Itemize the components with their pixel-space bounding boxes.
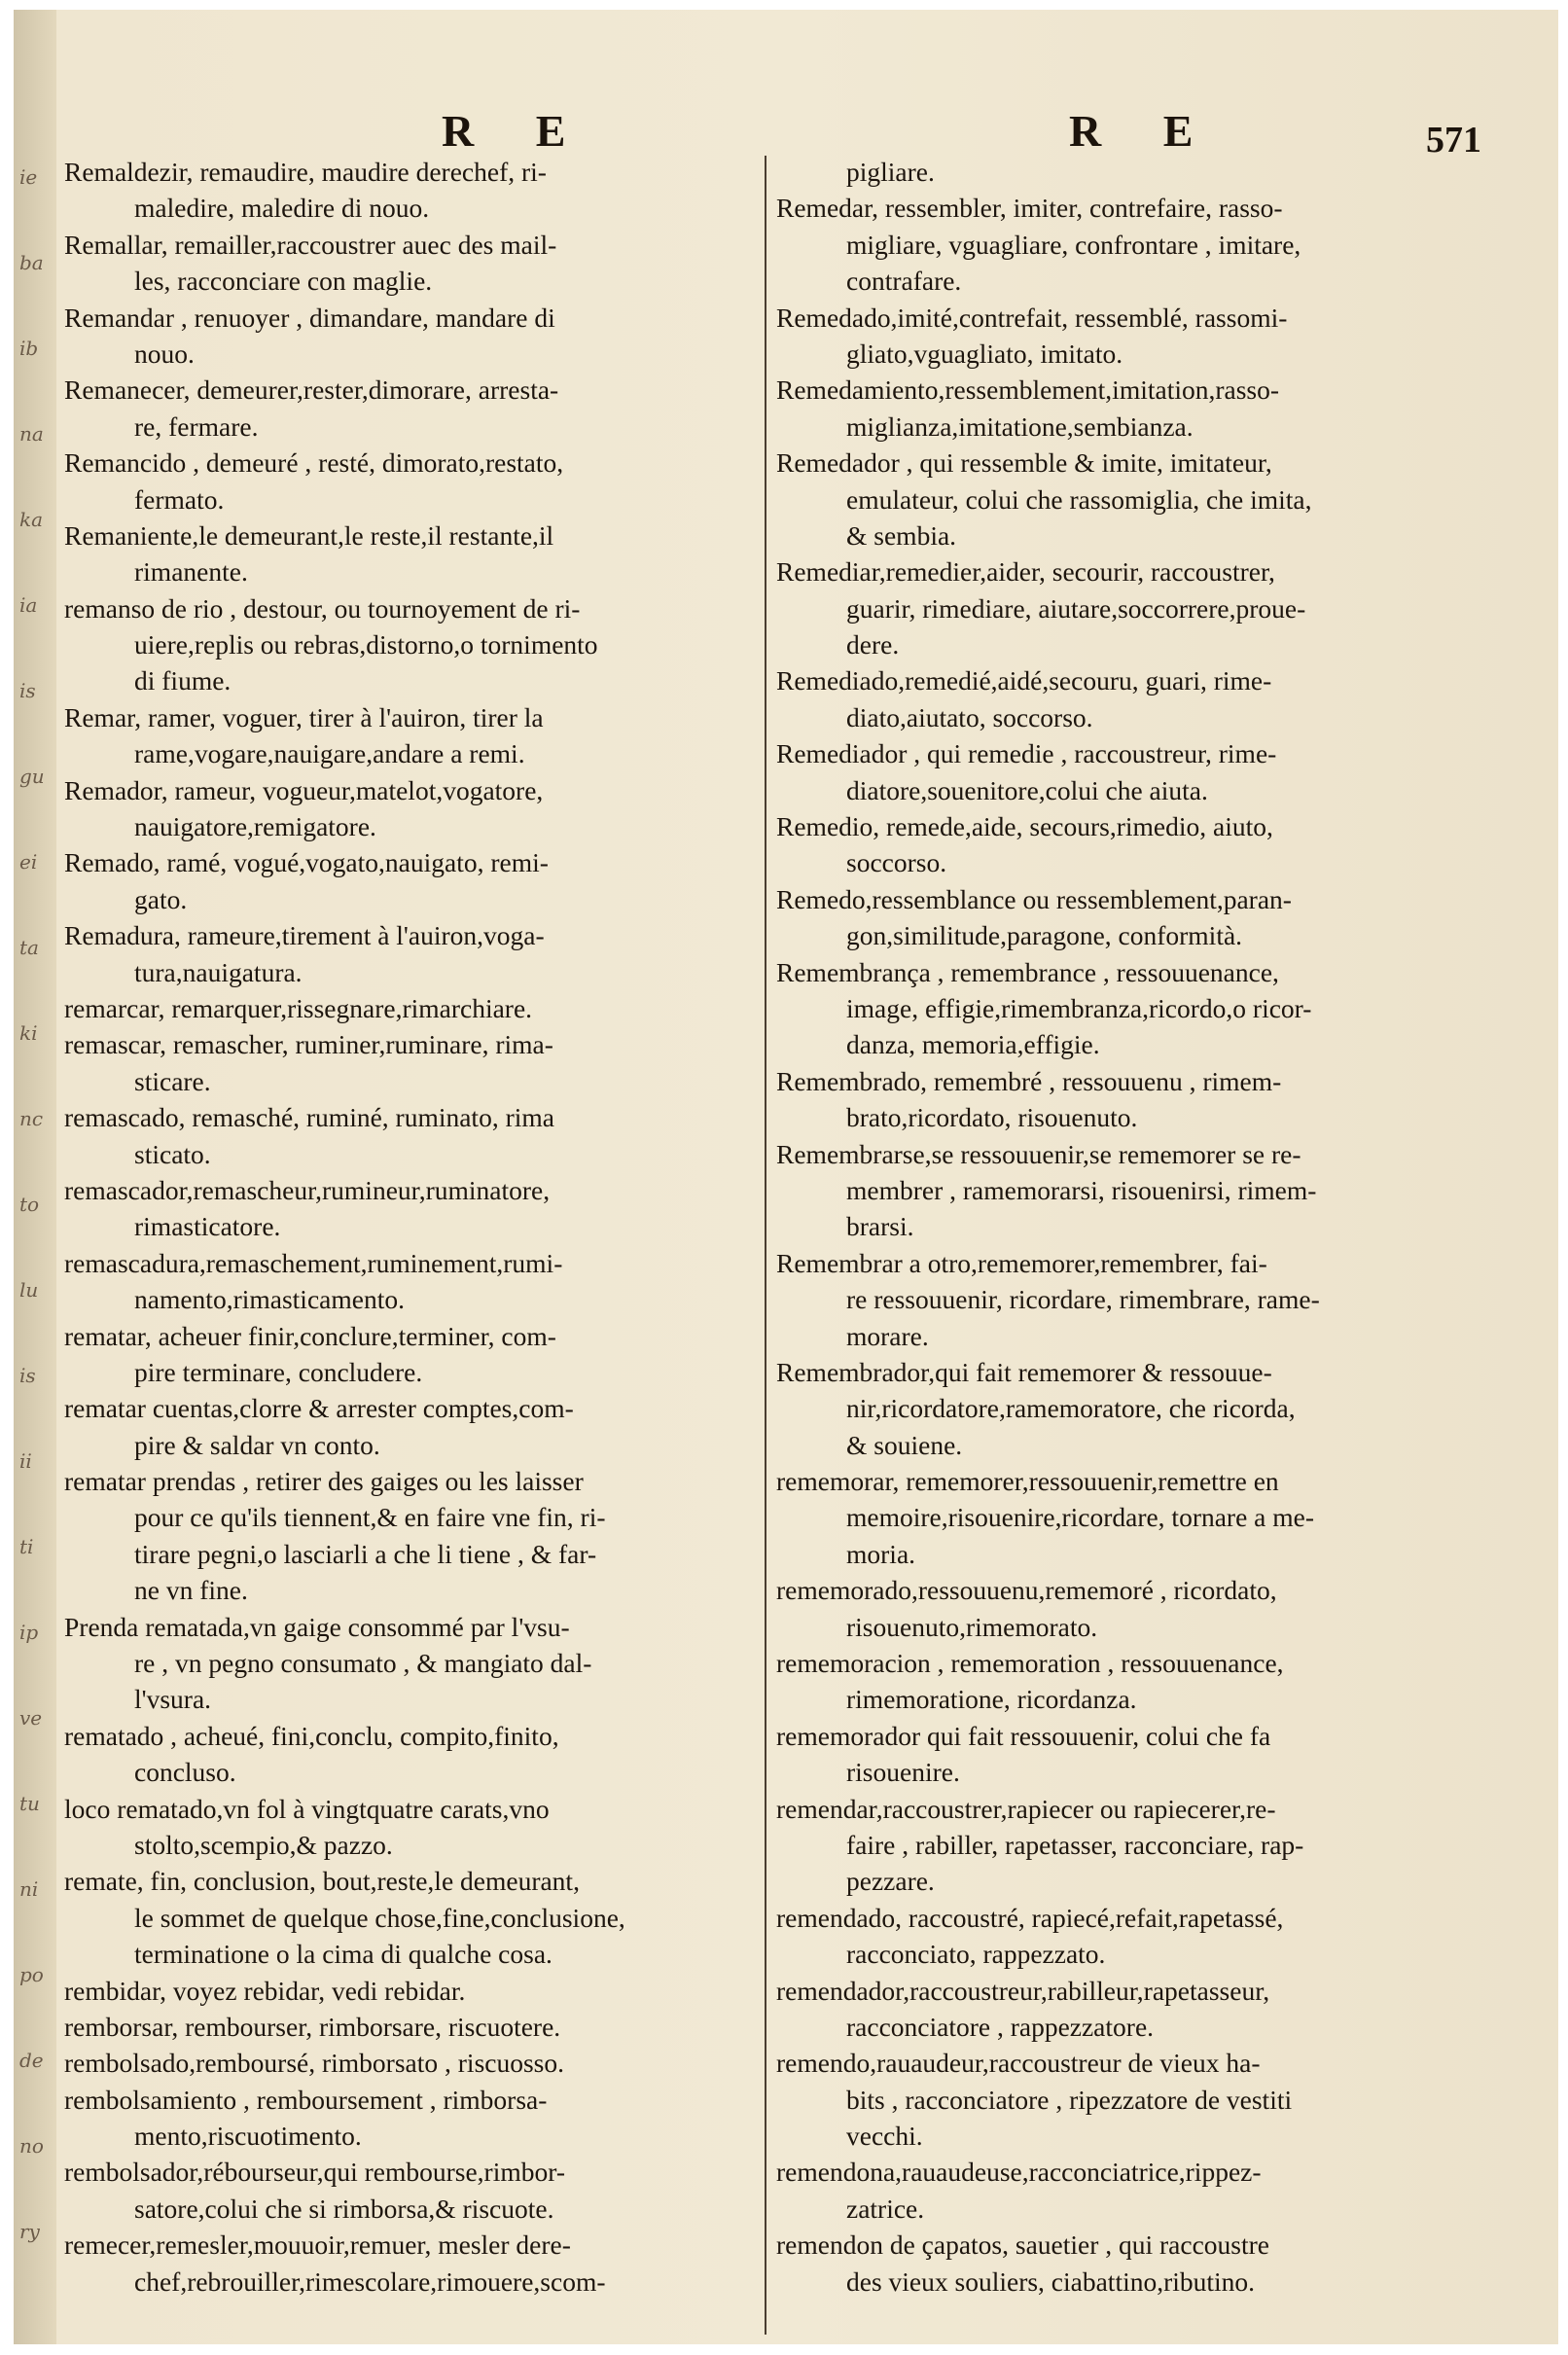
left-column-line: di fiume. xyxy=(134,665,232,696)
column-divider-rule xyxy=(765,156,766,2335)
left-column-line: namento,rimasticamento. xyxy=(134,1284,405,1315)
right-column-line: Remembrado, remembré , ressouuenu , rimem- xyxy=(776,1065,1282,1096)
left-column-line: l'vsura. xyxy=(134,1684,212,1715)
left-column-line: terminatione o la cima di qualche cosa. xyxy=(134,1939,552,1970)
right-column-line: remendado, raccoustré, rapiecé,refait,rapetassé, xyxy=(776,1902,1284,1933)
left-column-line: rematar cuentas,clorre & arrester comptes,com- xyxy=(64,1393,574,1424)
right-column-line: Remedio, remede,aide, secours,rimedio, aiuto, xyxy=(776,811,1273,842)
left-column-line: chef,rebrouiller,rimescolare,rimouere,scom- xyxy=(134,2266,606,2297)
margin-fragment: de xyxy=(19,2049,44,2072)
right-column-line: brato,ricordato, risouenuto. xyxy=(846,1102,1138,1133)
left-column-line: remascar, remascher, ruminer,ruminare, rima- xyxy=(64,1029,553,1060)
left-column-line: remate, fin, conclusion, bout,reste,le demeurant, xyxy=(64,1866,580,1897)
right-column-line: soccorso. xyxy=(846,847,947,878)
right-column-line: remendador,raccoustreur,rabilleur,rapetasseur, xyxy=(776,1975,1270,2006)
left-column-line: rematar, acheuer finir,conclure,terminer, com- xyxy=(64,1320,556,1351)
right-column-line: Remembrar a otro,rememorer,remembrer, fai- xyxy=(776,1247,1267,1278)
right-column-line: contrafare. xyxy=(846,266,962,297)
bound-margin-strip xyxy=(14,10,56,2344)
left-column-line: stolto,scempio,& pazzo. xyxy=(134,1829,393,1860)
right-column-line: dere. xyxy=(846,629,900,660)
right-column-line: remendona,rauaudeuse,racconciatrice,rippez- xyxy=(776,2157,1262,2188)
right-column-line: vecchi. xyxy=(846,2121,923,2152)
right-column-line: morare. xyxy=(846,1320,929,1351)
left-column-line: Remancido , demeuré , resté, dimorato,restato, xyxy=(64,447,564,479)
right-column-line: diatore,souenitore,colui che aiuta. xyxy=(846,774,1208,805)
margin-fragment: tu xyxy=(19,1792,40,1815)
margin-fragment: ve xyxy=(19,1706,43,1730)
margin-fragment: ie xyxy=(19,165,38,189)
left-column-line: pire terminare, concludere. xyxy=(134,1356,423,1387)
left-column-line: rematar prendas , retirer des gaiges ou les laisser xyxy=(64,1466,584,1497)
right-column-line: rememorado,ressouuenu,rememoré , ricordato, xyxy=(776,1575,1277,1606)
left-column-line: rimasticatore. xyxy=(134,1211,281,1242)
right-column-line: pigliare. xyxy=(846,157,935,187)
right-column-line: des vieux souliers, ciabattino,ributino. xyxy=(846,2266,1256,2297)
left-column-line: mento,riscuotimento. xyxy=(134,2121,362,2152)
left-column-line: Remado, ramé, vogué,vogato,nauigato, remi- xyxy=(64,847,549,878)
right-column-line: remendar,raccoustrer,rapiecer ou rapiecerer,re- xyxy=(776,1793,1276,1824)
left-column-line: les, racconciare con maglie. xyxy=(134,266,433,297)
left-column-line: uiere,replis ou rebras,distorno,o tornimento xyxy=(134,629,598,660)
left-column-line: rimanente. xyxy=(134,556,248,588)
left-column-line: remborsar, rembourser, rimborsare, riscuotere. xyxy=(64,2011,561,2042)
margin-fragment: gu xyxy=(19,765,45,788)
right-column-line: Remedador , qui ressemble & imite, imitateur, xyxy=(776,447,1272,479)
left-column-line: re , vn pegno consumato , & mangiato dal- xyxy=(134,1648,592,1679)
left-column-line: tura,nauigatura. xyxy=(134,956,303,987)
right-column-line: & souiene. xyxy=(846,1429,963,1460)
right-column-line: guarir, rimediare, aiutare,soccorrere,proue- xyxy=(846,592,1306,624)
margin-fragment: ry xyxy=(19,2220,40,2243)
right-column-line: Remediado,remedié,aidé,secouru, guari, rime- xyxy=(776,665,1272,696)
left-column-line: rame,vogare,nauigare,andare a remi. xyxy=(134,738,525,769)
right-column-line: nir,ricordatore,ramemoratore, che ricorda, xyxy=(846,1393,1296,1424)
right-column-line: zatrice. xyxy=(846,2193,925,2224)
left-column-line: remarcar, remarquer,rissegnare,rimarchiare. xyxy=(64,992,533,1023)
left-column-line: Prenda rematada,vn gaige consommé par l'vsu- xyxy=(64,1611,570,1642)
right-column-line: emulateur, colui che rassomiglia, che imita, xyxy=(846,483,1312,515)
right-column-line: bits , racconciatore , ripezzatore de vestiti xyxy=(846,2084,1293,2115)
dictionary-page xyxy=(14,10,1558,2344)
margin-fragment: ii xyxy=(19,1449,32,1473)
left-column-line: maledire, maledire di nouo. xyxy=(134,193,430,224)
left-column-line: Remandar , renuoyer , dimandare, mandare di xyxy=(64,302,555,333)
margin-fragment: na xyxy=(19,422,44,446)
left-column-line: ne vn fine. xyxy=(134,1575,248,1606)
right-column-line: gon,similitude,paragone, conformità. xyxy=(846,920,1243,951)
right-column-line: risouenire. xyxy=(846,1757,960,1788)
right-column-line: moria. xyxy=(846,1538,916,1569)
right-column-line: miglianza,imitatione,sembianza. xyxy=(846,410,1194,442)
left-column-line: sticare. xyxy=(134,1065,211,1096)
left-column-line: remascadura,remaschement,ruminement,rumi- xyxy=(64,1247,563,1278)
left-column-line: rembolsador,rébourseur,qui rembourse,rimbor- xyxy=(64,2157,566,2188)
right-column-line: remendo,rauaudeur,raccoustreur de vieux ha- xyxy=(776,2048,1261,2079)
margin-fragment: ti xyxy=(19,1535,34,1558)
right-column-line: membrer , ramemorarsi, risouenirsi, rimem- xyxy=(846,1174,1317,1205)
margin-fragment: ia xyxy=(19,593,38,617)
left-column-line: rembolsado,remboursé, rimborsato , riscuosso. xyxy=(64,2048,565,2079)
left-column-line: satore,colui che si rimborsa,& riscuote. xyxy=(134,2193,554,2224)
margin-fragment: ip xyxy=(19,1621,39,1644)
left-column-line: remanso de rio , destour, ou tournoyement de ri- xyxy=(64,592,581,624)
left-column-line: pire & saldar vn conto. xyxy=(134,1429,380,1460)
margin-fragment: ki xyxy=(19,1021,38,1045)
right-column-line: image, effigie,rimembranza,ricordo,o ricor- xyxy=(846,992,1312,1023)
margin-fragment: is xyxy=(19,1364,36,1387)
right-column-line: & sembia. xyxy=(846,519,957,551)
margin-fragment: is xyxy=(19,679,36,702)
right-column-line: racconciato, rappezzato. xyxy=(846,1939,1106,1970)
right-column-line: diato,aiutato, soccorso. xyxy=(846,701,1093,732)
left-column-line: loco rematado,vn fol à vingtquatre carats,vno xyxy=(64,1793,550,1824)
margin-fragment: ba xyxy=(19,251,44,274)
right-column-line: memoire,risouenire,ricordare, tornare a me- xyxy=(846,1502,1315,1533)
left-column-line: sticato. xyxy=(134,1138,211,1169)
left-column-line: le sommet de quelque chose,fine,conclusione, xyxy=(134,1902,625,1933)
left-column-line: re, fermare. xyxy=(134,410,259,442)
margin-fragment: nc xyxy=(19,1107,44,1130)
left-column-line: remascado, remasché, ruminé, ruminato, rima xyxy=(64,1102,554,1133)
left-column xyxy=(64,154,753,2300)
margin-fragment: lu xyxy=(19,1278,39,1302)
right-column-line: rimemoratione, ricordanza. xyxy=(846,1684,1137,1715)
left-column-line: nauigatore,remigatore. xyxy=(134,811,376,842)
left-column-line: Remaniente,le demeurant,le reste,il restante,il xyxy=(64,519,554,551)
right-column-line: Remediador , qui remedie , raccoustreur, rime- xyxy=(776,738,1277,769)
left-column-line: Remallar, remailler,raccoustrer auec des mail- xyxy=(64,229,557,260)
right-column xyxy=(776,154,1447,2300)
margin-fragment: po xyxy=(19,1963,44,1986)
margin-fragment: ta xyxy=(19,936,39,959)
left-column-line: fermato. xyxy=(134,483,225,515)
right-column-line: rememorar, rememorer,ressouuenir,remettre en xyxy=(776,1466,1279,1497)
right-column-line: faire , rabiller, rapetasser, racconciare, rap- xyxy=(846,1829,1304,1860)
margin-fragment: ni xyxy=(19,1877,39,1901)
left-column-line: tirare pegni,o lasciarli a che li tiene , & far- xyxy=(134,1538,597,1569)
margin-fragment: ka xyxy=(19,508,44,531)
left-column-line: gato. xyxy=(134,883,188,914)
left-column-line: nouo. xyxy=(134,338,195,369)
right-column-line: Remediar,remedier,aider, secourir, raccoustrer, xyxy=(776,556,1275,588)
right-column-line: migliare, vguagliare, confrontare , imitare, xyxy=(846,229,1301,260)
margin-fragment: ei xyxy=(19,850,38,874)
left-column-line: Remaldezir, remaudire, maudire derechef, ri- xyxy=(64,157,547,187)
left-column-line: remascador,remascheur,rumineur,ruminatore, xyxy=(64,1174,551,1205)
right-running-head: R E xyxy=(1069,106,1219,156)
left-column-line: concluso. xyxy=(134,1757,236,1788)
margin-fragment: no xyxy=(19,2134,44,2158)
left-column-line: rembolsamiento , remboursement , rimborsa- xyxy=(64,2084,548,2115)
right-column-line: brarsi. xyxy=(846,1211,914,1242)
right-column-line: rememorador qui fait ressouuenir, colui che fa xyxy=(776,1720,1271,1751)
left-column-line: Remadura, rameure,tirement à l'auiron,voga- xyxy=(64,920,545,951)
right-column-line: rememoracion , rememoration , ressouuenance, xyxy=(776,1648,1284,1679)
right-column-line: racconciatore , rappezzatore. xyxy=(846,2011,1155,2042)
right-column-line: Remembrarse,se ressouuenir,se rememorer se re- xyxy=(776,1138,1301,1169)
left-running-head: R E xyxy=(442,106,591,156)
left-column-line: remecer,remesler,mouuoir,remuer, mesler dere- xyxy=(64,2230,571,2261)
right-column-line: Remembrador,qui fait rememorer & ressouue- xyxy=(776,1356,1272,1387)
left-column-line: rematado , acheué, fini,conclu, compito,finito, xyxy=(64,1720,559,1751)
left-column-line: pour ce qu'ils tiennent,& en faire vne fin, ri- xyxy=(134,1502,606,1533)
left-column-line: Remar, ramer, voguer, tirer à l'auiron, tirer la xyxy=(64,701,544,732)
margin-fragment: to xyxy=(19,1193,40,1216)
right-column-line: Remedo,ressemblance ou ressemblement,paran- xyxy=(776,883,1292,914)
page-number: 571 xyxy=(1426,120,1481,161)
right-column-line: re ressouuenir, ricordare, rimembrare, rame- xyxy=(846,1284,1320,1315)
left-column-line: rembidar, voyez rebidar, vedi rebidar. xyxy=(64,1975,466,2006)
right-column-line: Remedamiento,ressemblement,imitation,rasso- xyxy=(776,375,1280,406)
right-column-line: danza, memoria,effigie. xyxy=(846,1029,1100,1060)
right-column-line: Remedar, ressembler, imiter, contrefaire, rasso- xyxy=(776,193,1283,224)
right-column-line: gliato,vguagliato, imitato. xyxy=(846,338,1123,369)
margin-fragment: ib xyxy=(19,337,39,360)
right-column-line: Remedado,imité,contrefait, ressemblé, rassomi- xyxy=(776,302,1288,333)
right-column-line: risouenuto,rimemorato. xyxy=(846,1611,1098,1642)
right-column-line: remendon de çapatos, sauetier , qui raccoustre xyxy=(776,2230,1270,2261)
left-column-line: Remador, rameur, vogueur,matelot,vogatore, xyxy=(64,774,544,805)
right-column-line: pezzare. xyxy=(846,1866,935,1897)
left-column-line: Remanecer, demeurer,rester,dimorare, arresta- xyxy=(64,375,559,406)
right-column-line: Remembrança , remembrance , ressouuenance, xyxy=(776,956,1279,987)
